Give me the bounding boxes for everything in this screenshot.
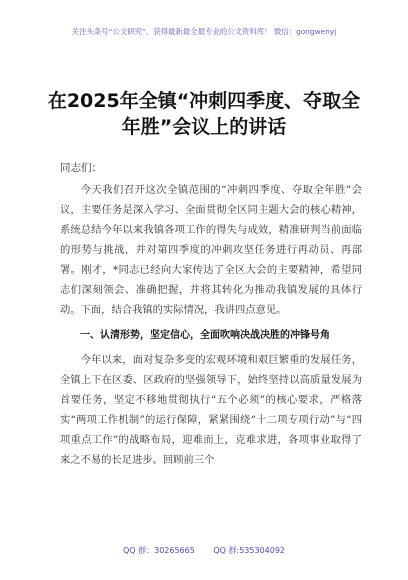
salutation: 同志们： [60,162,102,174]
paragraph: 今年以来，面对复杂多变的宏观环境和艰巨繁重的发展任务，全镇上下在区委、区政府的坚强领导下，始终坚持以高质量发展为首要任务，坚定不移地贯彻执行“五个必须”的核心要求，严格落实“两项工作机制”的运行保障，紧紧围绕“十二项专项行动”与“四项重点工作”的战略布局，迎难而上，克难求进，各项事业取得了来之不易的长足进步。回顾前三个 [60,354,362,466]
document-body [60,180,362,470]
footer-qq-group-2: QQ 群:535304092 [213,546,286,555]
paragraph: 今天我们召开这次全镇范围的“冲刺四季度、夺取全年胜”会议，主要任务是深入学习、全面贯彻全区同主题大会的核心精神，系统总结今年以来我镇各项工作的得失与成效，精准研判当前面临的形势与挑战，并对第四季度的冲刺攻坚任务进行再动员、再部署。刚才，*同志已经向大家传达了全区大会的主要精神，希望同志们深刻领会、准确把握，并将其转化为推动我镇发展的具体行动。下面，结合我镇的实际情况，我讲四点意见。 [60,184,362,316]
document-title: 在2025年全镇“冲刺四季度、夺取全年胜”会议上的讲话 [47,90,361,138]
header-note: 关注头条号“公文研究”，获得最新最全最专业的公文资料库！ 微信：gongwenyj [71,27,337,36]
footer-qq-group-1: QQ 群：30265665 [122,546,195,555]
footer [0,545,408,556]
section-heading: 一、认清形势，坚定信心，全面吹响决战决胜的冲锋号角 [80,330,330,341]
